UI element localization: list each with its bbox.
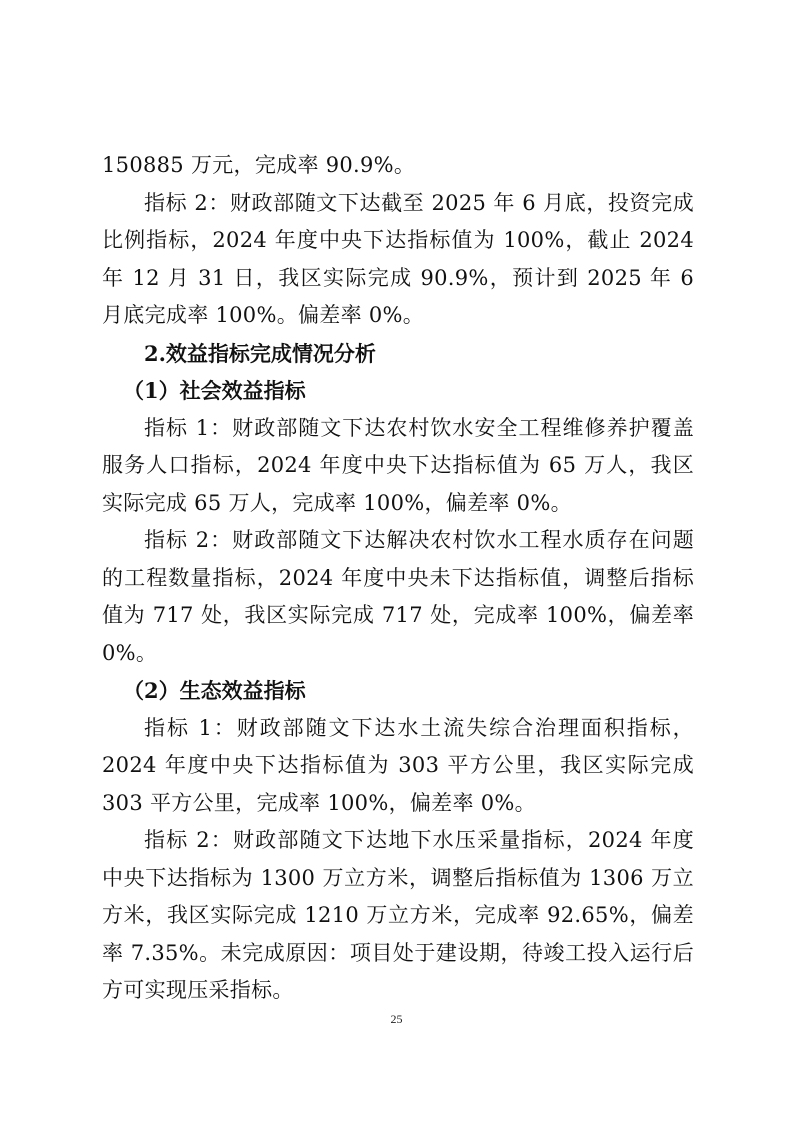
subheading-social-benefit: （1）社会效益指标 xyxy=(123,378,306,403)
paragraph-investment-indicator-2: 指标 2：财政部随文下达截至 2025 年 6 月底，投资完成比例指标，2024 年度中央下达指标值为 100%，截止 2024 年 12 月 31 日，我区实际完成 90.9%，预计到 2025 年 6 月底完成率 100%。偏差率 0%。 xyxy=(102,190,694,327)
paragraph-ecological-indicator-2: 指标 2：财政部随文下达地下水压采量指标，2024 年度中央下达指标为 1300 万立方米，调整后指标值为 1306 万立方米，我区实际完成 1210 万立方米，完成率 92.65%，偏差率 7.35%。未完成原因：项目处于建设期，待竣工投入运行后方可实现压采指标。 xyxy=(102,828,694,1002)
subheading-ecological-benefit: （2）生态效益指标 xyxy=(123,678,306,703)
paragraph-continuation: 150885 万元，完成率 90.9%。 xyxy=(102,153,416,177)
section-heading-benefit-analysis: 2.效益指标完成情况分析 xyxy=(144,340,376,366)
paragraph-social-indicator-2: 指标 2：财政部随文下达解决农村饮水工程水质存在问题的工程数量指标，2024 年度中央未下达指标值，调整后指标值为 717 处，我区实际完成 717 处，完成率 100%，偏差率 0%。 xyxy=(102,528,694,665)
page-number: 25 xyxy=(390,1012,403,1026)
page-body xyxy=(102,147,694,1010)
paragraph-ecological-indicator-1: 指标 1：财政部随文下达水土流失综合治理面积指标，2024 年度中央下达指标值为 303 平方公里，我区实际完成 303 平方公里，完成率 100%，偏差率 0%。 xyxy=(102,715,694,815)
paragraph-social-indicator-1: 指标 1：财政部随文下达农村饮水安全工程维修养护覆盖服务人口指标，2024 年度中央下达指标值为 65 万人，我区实际完成 65 万人，完成率 100%，偏差率 0%。 xyxy=(102,415,694,515)
